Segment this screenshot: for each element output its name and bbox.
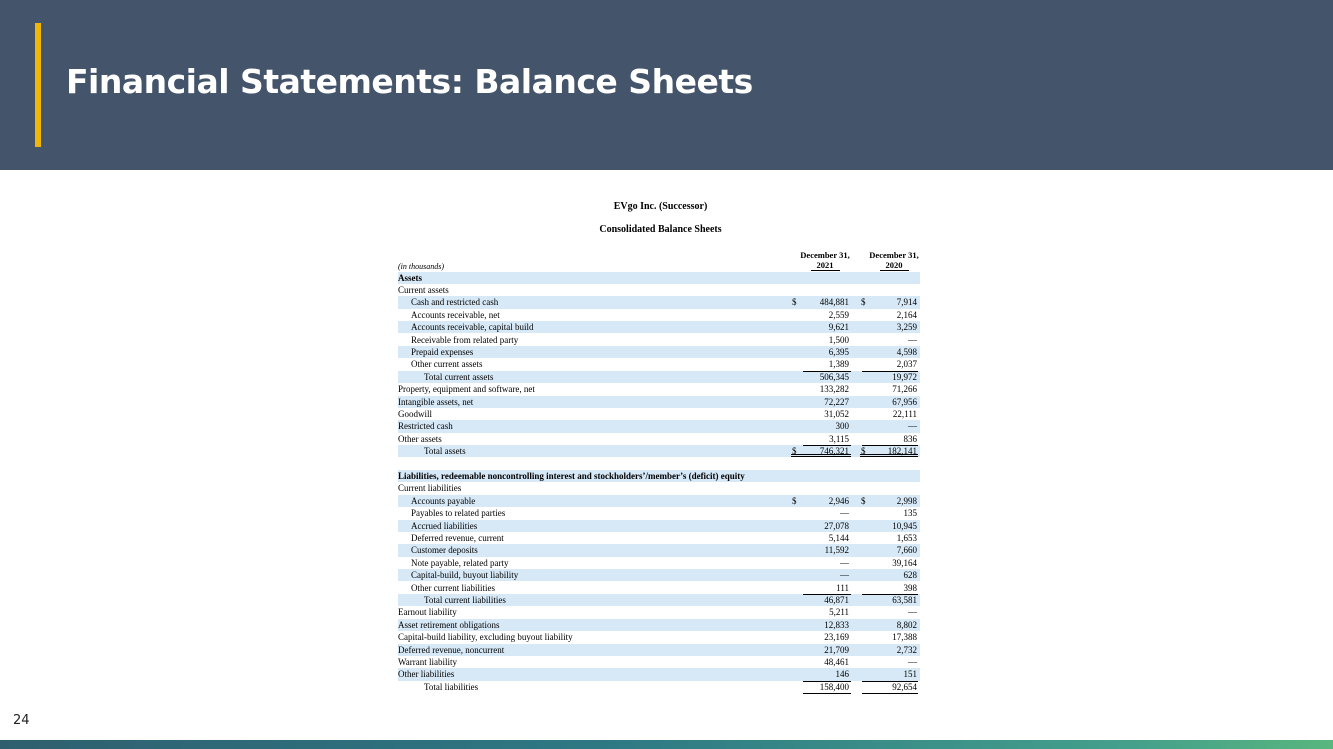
value-2020: 182,141 (887, 446, 917, 457)
column-header-2020 (861, 250, 927, 271)
value-2021: 23,169 (824, 632, 849, 643)
value-2020: 135 (903, 508, 917, 519)
value-2021: — (840, 570, 849, 581)
table-row (398, 594, 920, 606)
value-2021: 746,321 (819, 446, 849, 457)
row-label: Earnout liability (398, 607, 457, 618)
table-row (398, 532, 920, 544)
value-2020: — (908, 421, 917, 432)
value-2020: 7,660 (896, 545, 917, 556)
table-row (398, 358, 920, 370)
table-row (398, 520, 920, 532)
value-2021: 12,833 (824, 619, 849, 630)
currency-symbol: $ (792, 297, 797, 308)
statement-title: Consolidated Balance Sheets (599, 224, 722, 235)
units-note: (in thousands) (398, 262, 444, 271)
value-2021: 31,052 (824, 408, 849, 419)
value-2020: — (908, 607, 917, 618)
value-2020: 2,164 (896, 309, 917, 320)
table-row (398, 631, 920, 643)
row-label: Other current liabilities (411, 582, 495, 593)
value-2020: 628 (903, 570, 917, 581)
value-2020: 17,388 (892, 632, 917, 643)
table-row (398, 383, 920, 395)
table-row (398, 495, 920, 507)
company-name: EVgo Inc. (Successor) (613, 201, 708, 212)
page-number: 24 (13, 713, 30, 728)
table-row (398, 557, 920, 569)
row-label: Payables to related parties (411, 508, 506, 519)
currency-symbol: $ (792, 446, 797, 457)
value-2021: 27,078 (824, 520, 849, 531)
value-2020: 22,111 (892, 408, 917, 419)
value-2021: 1,500 (828, 334, 849, 345)
row-label: Other current assets (411, 359, 483, 370)
row-label: Accounts receivable, net (411, 309, 500, 320)
row-label: Total assets (424, 446, 466, 457)
value-2020: 4,598 (896, 346, 917, 357)
value-2020: 7,914 (896, 297, 917, 308)
value-2021: 2,559 (828, 309, 849, 320)
value-2021: 5,211 (829, 607, 849, 618)
value-2021: 46,871 (824, 594, 849, 605)
table-row (398, 296, 920, 308)
row-label: Deferred revenue, noncurrent (398, 644, 505, 655)
value-2021: 21,709 (824, 644, 849, 655)
column-header-2021 (792, 250, 858, 271)
table-row (398, 321, 920, 333)
value-2021: — (840, 557, 849, 568)
value-2020: 398 (903, 582, 917, 593)
value-2021: 5,144 (828, 532, 849, 543)
table-row (398, 433, 920, 445)
row-label: Accounts receivable, capital build (411, 322, 534, 333)
value-2021: 72,227 (824, 396, 849, 407)
table-row (398, 346, 920, 358)
row-label: Current assets (398, 284, 449, 295)
row-label: Goodwill (398, 408, 433, 419)
table-row (398, 284, 920, 296)
value-2020: 39,164 (892, 557, 917, 568)
value-2021: 158,400 (819, 681, 849, 692)
table-row (398, 544, 920, 556)
column-header-2020-date: December 31, (869, 250, 919, 260)
row-label: Accounts payable (411, 495, 476, 506)
value-2021: 484,881 (819, 297, 849, 308)
value-2021: — (840, 508, 849, 519)
footer-band (0, 740, 1333, 749)
value-2021: 300 (835, 421, 849, 432)
row-label: Assets (398, 272, 422, 283)
row-label: Other assets (398, 433, 442, 444)
currency-symbol: $ (861, 495, 866, 506)
value-2020: 1,653 (896, 532, 917, 543)
value-2021: 111 (836, 582, 849, 593)
row-label: Current liabilities (398, 483, 462, 494)
column-header-2020-year: 2020 (880, 260, 909, 271)
currency-symbol: $ (861, 446, 866, 457)
row-label: Note payable, related party (411, 557, 509, 568)
value-2020: 151 (903, 669, 917, 680)
row-label: Receivable from related party (411, 334, 519, 345)
table-row (398, 668, 920, 680)
table-row (398, 644, 920, 656)
row-label: Capital-build, buyout liability (411, 570, 519, 581)
row-label: Cash and restricted cash (411, 297, 499, 308)
table-row (398, 309, 920, 321)
value-2021: 1,389 (828, 359, 849, 370)
value-2021: 2,946 (828, 495, 849, 506)
value-2020: — (908, 656, 917, 667)
row-label: Other liabilities (398, 669, 455, 680)
table-row (398, 408, 920, 420)
table-row (398, 507, 920, 519)
value-2020: 8,802 (896, 619, 917, 630)
value-2020: 2,998 (896, 495, 917, 506)
value-2020: 92,654 (892, 681, 917, 692)
accent-bar (35, 23, 41, 147)
row-label: Warrant liability (398, 656, 458, 667)
value-2020: — (908, 334, 917, 345)
row-label: Customer deposits (411, 545, 478, 556)
table-row (398, 420, 920, 432)
row-label: Total current assets (424, 371, 494, 382)
currency-symbol: $ (792, 495, 797, 506)
row-label: Restricted cash (398, 421, 453, 432)
table-row (398, 371, 920, 383)
value-2020: 71,266 (892, 384, 917, 395)
row-label: Total current liabilities (424, 594, 506, 605)
balance-sheet-image (388, 188, 950, 708)
value-2021: 9,621 (828, 322, 849, 333)
spacer-row (398, 458, 920, 470)
value-2020: 836 (903, 433, 917, 444)
table-row (398, 656, 920, 668)
value-2020: 10,945 (892, 520, 917, 531)
value-2021: 133,282 (819, 384, 849, 395)
value-2020: 2,732 (896, 644, 917, 655)
value-2020: 67,956 (892, 396, 917, 407)
table-row (398, 569, 920, 581)
table-row (398, 272, 920, 284)
table-row (398, 334, 920, 346)
value-2020: 3,259 (896, 322, 917, 333)
table-row (398, 482, 920, 494)
row-label: Liabilities, redeemable noncontrolling interest and stockholders’/member’s (deficit) equity (398, 470, 745, 481)
column-header-2021-year: 2021 (811, 260, 840, 271)
value-2021: 6,395 (828, 346, 849, 357)
value-2021: 146 (835, 669, 849, 680)
value-2021: 11,592 (824, 545, 849, 556)
table-row (398, 619, 920, 631)
slide-header (0, 0, 1333, 170)
table-row (398, 606, 920, 618)
table-row (398, 396, 920, 408)
slide-title: Financial Statements: Balance Sheets (66, 62, 753, 101)
row-label: Asset retirement obligations (398, 619, 500, 630)
value-2020: 19,972 (892, 371, 917, 382)
row-label: Capital-build liability, excluding buyout liability (398, 632, 573, 643)
row-label: Total liabilities (424, 681, 479, 692)
row-label: Intangible assets, net (398, 396, 474, 407)
value-2021: 48,461 (824, 656, 849, 667)
value-2020: 63,581 (892, 594, 917, 605)
table-row (398, 582, 920, 594)
value-2021: 506,345 (819, 371, 849, 382)
row-label: Accrued liabilities (411, 520, 478, 531)
column-header-2021-date: December 31, (800, 250, 850, 260)
row-label: Prepaid expenses (411, 346, 474, 357)
row-label: Deferred revenue, current (411, 532, 504, 543)
row-label: Property, equipment and software, net (398, 384, 535, 395)
value-2021: 3,115 (829, 433, 849, 444)
table-row (398, 445, 920, 457)
value-2020: 2,037 (896, 359, 917, 370)
table-row (398, 470, 920, 482)
currency-symbol: $ (861, 297, 866, 308)
table-row (398, 681, 920, 693)
